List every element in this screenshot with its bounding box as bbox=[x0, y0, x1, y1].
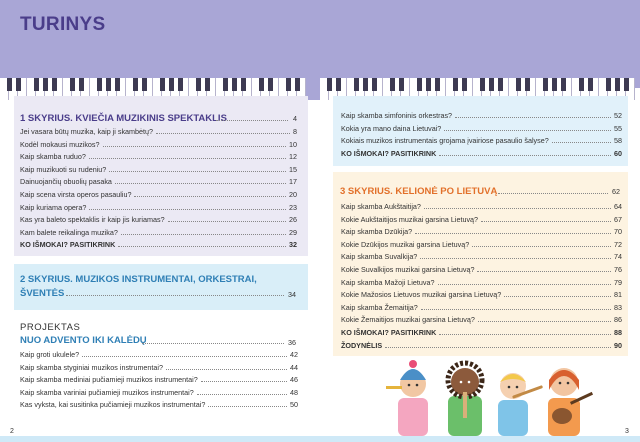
toc-entry-title: Kaip skamba styginiai muzikos instrumentai? bbox=[20, 362, 164, 372]
toc-leader-dots bbox=[385, 347, 611, 348]
toc-leader-dots bbox=[168, 221, 286, 222]
piano-black-key bbox=[336, 78, 341, 91]
toc-entry[interactable] bbox=[341, 303, 622, 312]
toc-entry-title: Kaip kuriama opera? bbox=[20, 202, 87, 212]
toc-leader-dots bbox=[421, 309, 611, 310]
toc-entry-title: Kodėl mokausi muzikos? bbox=[20, 139, 100, 149]
piano-black-key bbox=[232, 78, 237, 91]
toc-leader-dots bbox=[455, 117, 611, 118]
toc-entry[interactable] bbox=[341, 290, 622, 299]
piano-black-key bbox=[115, 78, 120, 91]
piano-black-key bbox=[286, 78, 291, 91]
chapter1-page: 4 bbox=[293, 114, 297, 123]
toc-entry-title: Kokiais muzikos instrumentais grojama įvairiose pasaulio šalyse? bbox=[341, 136, 549, 146]
piano-black-key bbox=[354, 78, 359, 91]
chapter1-title: 1 SKYRIUS. KVIEČIA MUZIKINIS SPEKTAKLIS bbox=[20, 113, 227, 124]
toc-entry[interactable] bbox=[20, 203, 297, 212]
chapter1-leader bbox=[216, 120, 288, 121]
toc-entry-page: 32 bbox=[289, 240, 297, 250]
toc-entry-page: 46 bbox=[290, 375, 298, 385]
toc-leader-dots bbox=[420, 258, 611, 259]
toc-leader-dots bbox=[424, 208, 611, 209]
toc-entry[interactable] bbox=[20, 215, 297, 224]
piano-black-key bbox=[498, 78, 503, 91]
chapter3-page: 62 bbox=[612, 187, 620, 196]
toc-entry[interactable] bbox=[20, 375, 298, 384]
piano-black-key bbox=[169, 78, 174, 91]
piano-black-key bbox=[588, 78, 593, 91]
piano-black-key bbox=[70, 78, 75, 91]
piano-black-key bbox=[552, 78, 557, 91]
project-leader bbox=[142, 343, 284, 344]
toc-entry-title: KO IŠMOKAI? PASITIKRINK bbox=[341, 148, 437, 158]
toc-entry-title: Kaip skamba Dzūkija? bbox=[341, 227, 413, 237]
toc-entry[interactable] bbox=[341, 202, 622, 211]
chapter2-panel bbox=[14, 264, 308, 310]
toc-entry-page: 83 bbox=[614, 302, 622, 312]
toc-entry-title: Kaip skamba Suvalkija? bbox=[341, 252, 418, 262]
piano-black-key bbox=[7, 78, 12, 91]
child-lute-figure bbox=[548, 368, 593, 436]
chapter3-leader bbox=[498, 193, 608, 194]
piano-black-key bbox=[561, 78, 566, 91]
toc-entry-page: 8 bbox=[293, 127, 297, 136]
toc-entry[interactable] bbox=[341, 252, 622, 261]
toc-entry[interactable] bbox=[341, 136, 622, 145]
toc-entry-title: KO IŠMOKAI? PASITIKRINK bbox=[20, 240, 116, 250]
piano-black-key bbox=[372, 78, 377, 91]
toc-entry-title: ŽODYNĖLIS bbox=[341, 340, 383, 350]
toc-leader-dots bbox=[82, 356, 287, 357]
toc-entry[interactable] bbox=[341, 227, 622, 236]
toc-entry-page: 76 bbox=[614, 265, 622, 274]
toc-entry-title: Kaip muzikuoti su rudeniu? bbox=[20, 164, 107, 174]
piano-black-key bbox=[178, 78, 183, 91]
toc-entry-page: 60 bbox=[614, 148, 622, 158]
toc-entry-page: 15 bbox=[289, 164, 297, 174]
toc-entry-title: Kaip scena virsta operos pasauliu? bbox=[20, 190, 132, 199]
toc-entry[interactable] bbox=[341, 215, 622, 224]
toc-leader-dots bbox=[115, 183, 286, 184]
piano-black-key bbox=[516, 78, 521, 91]
piano-black-key bbox=[399, 78, 404, 91]
toc-entry[interactable] bbox=[341, 265, 622, 274]
toc-entry-page: 79 bbox=[614, 277, 622, 287]
piano-black-key bbox=[52, 78, 57, 91]
toc-entry-page: 70 bbox=[614, 227, 622, 237]
piano-black-key bbox=[453, 78, 458, 91]
piano-black-key bbox=[160, 78, 165, 91]
toc-entry-title: Dainuojančių obuolių pasaka bbox=[20, 177, 112, 187]
chapter2-leader bbox=[66, 295, 284, 296]
toc-entry-page: 72 bbox=[614, 239, 622, 249]
piano-black-key bbox=[615, 78, 620, 91]
toc-entry[interactable] bbox=[341, 149, 622, 158]
toc-entry-title: KO IŠMOKAI? PASITIKRINK bbox=[341, 328, 437, 337]
toc-entry-title: Kaip skamba Aukštaitija? bbox=[341, 202, 421, 211]
toc-entry-page: 55 bbox=[614, 123, 622, 133]
toc-leader-dots bbox=[201, 381, 287, 382]
project-page: 36 bbox=[288, 338, 296, 347]
toc-entry[interactable] bbox=[20, 190, 297, 199]
child-trumpet-figure bbox=[386, 360, 428, 436]
toc-leader-dots bbox=[118, 246, 286, 247]
toc-entry-page: 58 bbox=[614, 136, 622, 146]
toc-leader-dots bbox=[444, 130, 611, 131]
toc-entry-page: 67 bbox=[614, 214, 622, 224]
piano-black-key bbox=[525, 78, 530, 91]
toc-entry-page: 88 bbox=[614, 328, 622, 337]
chapter2-title-line2: ŠVENTĖS bbox=[20, 288, 65, 299]
toc-entry-page: 26 bbox=[289, 215, 297, 225]
toc-entry-title: Kaip groti ukulele? bbox=[20, 350, 80, 359]
toc-leader-dots bbox=[415, 233, 611, 234]
toc-leader-dots bbox=[438, 284, 612, 285]
toc-leader-dots bbox=[208, 406, 287, 407]
toc-entry[interactable] bbox=[20, 127, 297, 136]
toc-entry[interactable] bbox=[20, 240, 297, 249]
piano-black-key bbox=[34, 78, 39, 91]
toc-entry-page: 74 bbox=[614, 252, 622, 262]
toc-entry-title: Kokie Suvalkijos muzikai garsina Lietuvą? bbox=[341, 265, 475, 274]
piano-black-key bbox=[462, 78, 467, 91]
piano-black-key bbox=[241, 78, 246, 91]
toc-entry[interactable] bbox=[341, 240, 622, 249]
toc-entry-page: 81 bbox=[614, 290, 622, 300]
toc-leader-dots bbox=[89, 209, 286, 210]
piano-black-key bbox=[417, 78, 422, 91]
toc-entry[interactable] bbox=[20, 140, 297, 149]
toc-entry-page: 29 bbox=[289, 227, 297, 237]
toc-entry-page: 86 bbox=[614, 315, 622, 325]
toc-leader-dots bbox=[134, 196, 286, 197]
page-title: TURINYS bbox=[20, 14, 106, 35]
chapter3-title: 3 SKYRIUS. KELIONĖ PO LIETUVĄ bbox=[340, 186, 498, 197]
chapter2-page: 34 bbox=[288, 290, 296, 299]
toc-leader-dots bbox=[121, 234, 286, 235]
toc-leader-dots bbox=[103, 146, 287, 147]
child-recorder-figure bbox=[448, 363, 482, 436]
piano-black-key bbox=[268, 78, 273, 91]
toc-entry-title: Kas vyksta, kai susitinka pučiamieji muzikos instrumentai? bbox=[20, 400, 206, 410]
piano-black-key bbox=[327, 78, 332, 91]
piano-black-key bbox=[295, 78, 300, 91]
toc-entry-title: Kokia yra mano daina Lietuvai? bbox=[341, 123, 442, 133]
piano-black-key bbox=[606, 78, 611, 91]
piano-black-key bbox=[259, 78, 264, 91]
toc-entry-page: 64 bbox=[614, 202, 622, 211]
toc-entry[interactable] bbox=[20, 228, 297, 237]
toc-entry-title: Kaip skamba Žemaitija? bbox=[341, 302, 418, 312]
toc-leader-dots bbox=[472, 246, 611, 247]
toc-entry-page: 50 bbox=[290, 400, 298, 410]
toc-leader-dots bbox=[504, 296, 611, 297]
toc-entry-page: 10 bbox=[289, 139, 297, 149]
toc-entry[interactable] bbox=[341, 315, 622, 324]
toc-entry[interactable] bbox=[20, 388, 298, 397]
toc-leader-dots bbox=[481, 221, 611, 222]
toc-leader-dots bbox=[197, 394, 287, 395]
children-musicians-illustration bbox=[386, 350, 616, 436]
page-number-left: 2 bbox=[10, 428, 14, 435]
piano-black-key bbox=[624, 78, 629, 91]
toc-leader-dots bbox=[478, 321, 611, 322]
toc-entry[interactable] bbox=[341, 124, 622, 133]
toc-entry-title: Kaip skamba mediniai pučiamieji muzikos instrumentai? bbox=[20, 375, 198, 385]
toc-entry[interactable] bbox=[20, 363, 298, 372]
toc-entry-title: Kaip skamba ruduo? bbox=[20, 152, 86, 162]
toc-leader-dots bbox=[166, 369, 287, 370]
toc-leader-dots bbox=[439, 155, 611, 156]
toc-leader-dots bbox=[552, 142, 611, 143]
toc-entry[interactable] bbox=[20, 165, 297, 174]
toc-entry-page: 48 bbox=[290, 387, 298, 397]
toc-entry-title: Kokie Dzūkijos muzikai garsina Lietuvą? bbox=[341, 239, 470, 249]
toc-entry[interactable] bbox=[341, 341, 622, 350]
toc-entry-title: Kaip skamba variniai pučiamieji muzikos instrumentai? bbox=[20, 387, 194, 397]
toc-leader-dots bbox=[477, 271, 611, 272]
toc-entry-title: Kaip skamba Mažoji Lietuva? bbox=[341, 277, 435, 287]
toc-entry-page: 52 bbox=[614, 111, 622, 120]
piano-black-key bbox=[223, 78, 228, 91]
piano-black-key bbox=[363, 78, 368, 91]
toc-leader-dots bbox=[89, 158, 286, 159]
toc-entry-title: Kam balete reikalinga muzika? bbox=[20, 227, 118, 237]
piano-black-key bbox=[16, 78, 21, 91]
toc-leader-dots bbox=[156, 133, 290, 134]
page-gutter bbox=[306, 78, 320, 100]
piano-black-key bbox=[106, 78, 111, 91]
piano-black-key bbox=[43, 78, 48, 91]
toc-entry-title: Kaip skamba simfoninis orkestras? bbox=[341, 111, 453, 120]
piano-black-key bbox=[480, 78, 485, 91]
child-flute-figure bbox=[498, 373, 543, 436]
piano-black-key bbox=[133, 78, 138, 91]
project-label: PROJEKTAS bbox=[20, 322, 81, 333]
toc-entry-page: 23 bbox=[289, 202, 297, 212]
toc-entry-title: Kokie Aukštaitijos muzikai garsina Lietuvą? bbox=[341, 214, 479, 224]
toc-entry-title: Kokie Žemaitijos muzikai garsina Lietuvą? bbox=[341, 315, 475, 325]
toc-entry[interactable] bbox=[341, 328, 622, 337]
page-number-right: 3 bbox=[625, 428, 629, 435]
toc-leader-dots bbox=[439, 334, 611, 335]
project-subtitle: NUO ADVENTO IKI KALĖDŲ bbox=[20, 335, 147, 346]
piano-black-key bbox=[489, 78, 494, 91]
toc-entry[interactable] bbox=[20, 350, 298, 359]
toc-entry-page: 90 bbox=[614, 340, 622, 350]
piano-black-key bbox=[390, 78, 395, 91]
piano-black-key bbox=[196, 78, 201, 91]
piano-black-key bbox=[205, 78, 210, 91]
toc-entry[interactable] bbox=[20, 152, 297, 161]
bottom-band bbox=[0, 436, 640, 442]
toc-entry[interactable] bbox=[341, 278, 622, 287]
chapter2-title-line1: 2 SKYRIUS. MUZIKOS INSTRUMENTAI, ORKESTRAI, bbox=[20, 274, 257, 285]
toc-entry-page: 17 bbox=[289, 177, 297, 187]
toc-entry[interactable] bbox=[20, 400, 298, 409]
piano-black-key bbox=[142, 78, 147, 91]
toc-entry-title: Kokie Mažosios Lietuvos muzikai garsina Lietuvą? bbox=[341, 290, 502, 300]
toc-entry[interactable] bbox=[341, 111, 622, 120]
piano-black-key bbox=[79, 78, 84, 91]
toc-entry-page: 12 bbox=[289, 152, 297, 162]
piano-black-key bbox=[579, 78, 584, 91]
piano-black-key bbox=[426, 78, 431, 91]
toc-entry-page: 44 bbox=[290, 362, 298, 372]
toc-entry-title: Jei vasara būtų muzika, kaip ji skambėtų? bbox=[20, 127, 154, 136]
piano-black-key bbox=[97, 78, 102, 91]
toc-entry[interactable] bbox=[20, 177, 297, 186]
toc-entry-page: 42 bbox=[290, 350, 298, 359]
toc-entry-title: Kas yra baleto spektaklis ir kaip jis kuriamas? bbox=[20, 215, 165, 225]
toc-entry-page: 20 bbox=[289, 190, 297, 199]
toc-leader-dots bbox=[109, 171, 286, 172]
piano-black-key bbox=[435, 78, 440, 91]
piano-black-key bbox=[543, 78, 548, 91]
